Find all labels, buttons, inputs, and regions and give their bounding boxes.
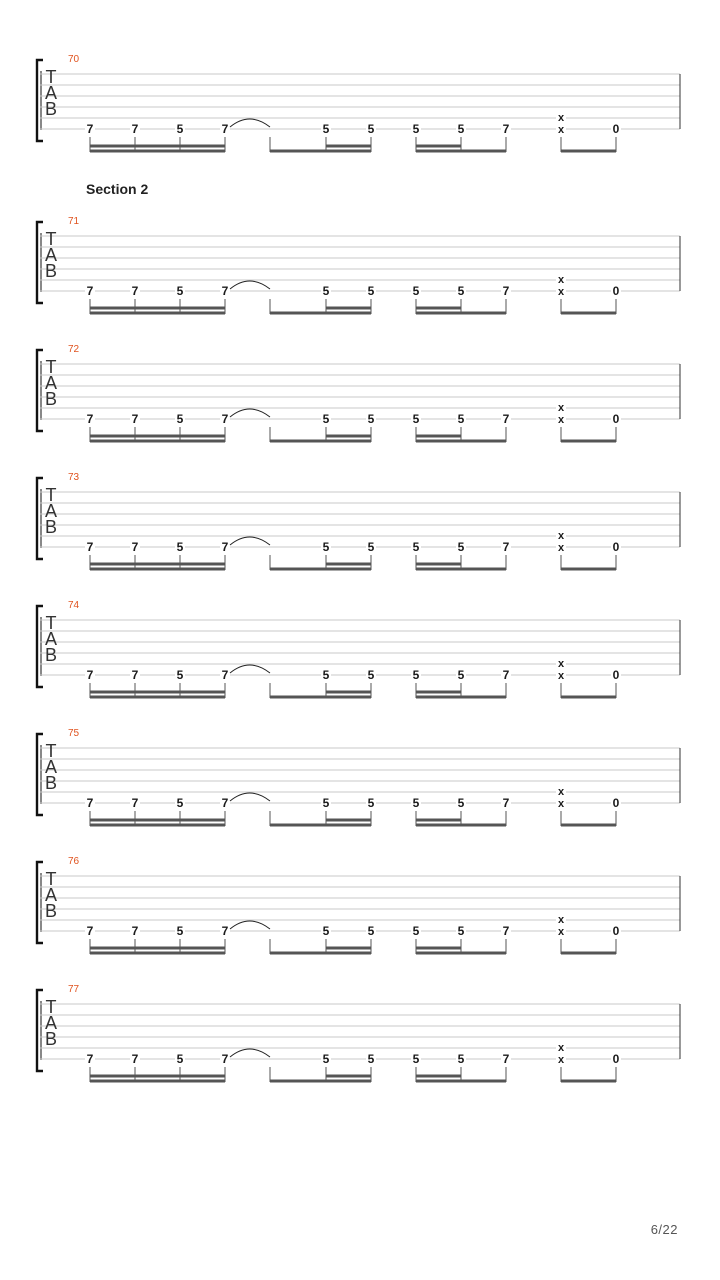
beam (326, 145, 371, 148)
fret-number: x (557, 1054, 565, 1066)
fret-number: 7 (131, 924, 139, 938)
tab-system (37, 600, 680, 699)
fret-number: 7 (86, 668, 94, 682)
fret-number: 5 (176, 412, 184, 426)
beam (90, 696, 225, 699)
beam (416, 563, 461, 566)
fret-number: 0 (612, 1052, 620, 1066)
fret-number: 5 (457, 1052, 465, 1066)
dead-note: x (557, 530, 565, 542)
beam (561, 824, 616, 827)
fret-number: 5 (176, 122, 184, 136)
tab-clef-letter: A (44, 629, 58, 649)
fret-number: 7 (221, 796, 229, 810)
beam (416, 824, 506, 827)
fret-number: 5 (412, 1052, 420, 1066)
fret-number: 5 (412, 412, 420, 426)
bar-number: 71 (68, 216, 80, 227)
fret-number: 7 (502, 540, 510, 554)
bar-number: 72 (68, 344, 80, 355)
fret-number: 0 (612, 924, 620, 938)
tab-clef-letter: A (44, 885, 58, 905)
tab-system (37, 856, 680, 955)
fret-number: 5 (322, 668, 330, 682)
fret-number: 5 (176, 540, 184, 554)
tab-clef-letter: T (45, 869, 57, 889)
fret-number: 0 (612, 668, 620, 682)
fret-number: 7 (502, 412, 510, 426)
beam (416, 150, 506, 153)
fret-number: 5 (176, 796, 184, 810)
fret-number: 5 (322, 796, 330, 810)
fret-number: 7 (502, 924, 510, 938)
beam (90, 952, 225, 955)
beam (416, 947, 461, 950)
beam (416, 440, 506, 443)
tab-clef-letter: A (44, 757, 58, 777)
fret-number: 7 (86, 924, 94, 938)
beam (270, 150, 371, 153)
fret-number: 5 (322, 924, 330, 938)
beam (90, 563, 225, 566)
beam (326, 435, 371, 438)
beam (561, 568, 616, 571)
fret-number: 7 (86, 412, 94, 426)
fret-number: 7 (86, 540, 94, 554)
tab-system (37, 728, 680, 827)
fret-number: 7 (131, 412, 139, 426)
fret-number: 5 (176, 668, 184, 682)
fret-number: 0 (612, 412, 620, 426)
beam (416, 435, 461, 438)
tab-clef-letter: A (44, 1013, 58, 1033)
beam (90, 145, 225, 148)
beam (90, 312, 225, 315)
fret-number: 0 (612, 284, 620, 298)
beam (90, 435, 225, 438)
fret-number: 7 (86, 1052, 94, 1066)
fret-number: x (557, 670, 565, 682)
tie-arc (230, 409, 270, 417)
tab-clef-letter: T (45, 485, 57, 505)
fret-number: 5 (412, 540, 420, 554)
fret-number: 7 (86, 796, 94, 810)
fret-number: 0 (612, 540, 620, 554)
tab-clef-letter: A (44, 83, 58, 103)
beam (416, 307, 461, 310)
fret-number: 5 (457, 122, 465, 136)
tab-clef-letter: B (44, 901, 58, 921)
fret-number: 7 (131, 796, 139, 810)
fret-number: 5 (412, 122, 420, 136)
beam (416, 1075, 461, 1078)
beam (90, 440, 225, 443)
fret-number: 5 (412, 796, 420, 810)
tab-clef-letter: B (44, 261, 58, 281)
bar-number: 76 (68, 856, 80, 867)
beam (416, 1080, 506, 1083)
beam (326, 1075, 371, 1078)
dead-note: x (557, 914, 565, 926)
tab-clef-letter: B (44, 99, 58, 119)
beam (90, 947, 225, 950)
tie-arc (230, 537, 270, 545)
beam (270, 696, 371, 699)
fret-number: 7 (221, 122, 229, 136)
tab-system (37, 344, 680, 443)
fret-number: 7 (86, 122, 94, 136)
bar-number: 73 (68, 472, 80, 483)
fret-number: 5 (367, 412, 375, 426)
beam (561, 1080, 616, 1083)
fret-number: x (557, 542, 565, 554)
beam (561, 150, 616, 153)
fret-number: 5 (367, 122, 375, 136)
tab-clef-letter: T (45, 613, 57, 633)
tab-clef-letter: T (45, 741, 57, 761)
bar-number: 77 (68, 984, 80, 995)
fret-number: 7 (221, 924, 229, 938)
dead-note: x (557, 402, 565, 414)
fret-number: 5 (412, 668, 420, 682)
fret-number: 5 (457, 668, 465, 682)
tab-clef-letter: B (44, 1029, 58, 1049)
fret-number: 5 (457, 284, 465, 298)
tab-clef-letter: A (44, 501, 58, 521)
beam (326, 563, 371, 566)
tab-clef-letter: B (44, 773, 58, 793)
fret-number: 5 (457, 540, 465, 554)
fret-number: 7 (221, 540, 229, 554)
fret-number: 5 (412, 284, 420, 298)
beam (90, 819, 225, 822)
beam (416, 952, 506, 955)
beam (416, 312, 506, 315)
tab-system (37, 984, 680, 1083)
fret-number: x (557, 286, 565, 298)
bar-number: 70 (68, 54, 80, 65)
beam (270, 952, 371, 955)
beam (90, 150, 225, 153)
tab-clef-letter: T (45, 67, 57, 87)
beam (270, 824, 371, 827)
fret-number: 5 (457, 924, 465, 938)
dead-note: x (557, 274, 565, 286)
tie-arc (230, 665, 270, 673)
tab-clef-letter: T (45, 357, 57, 377)
fret-number: 5 (176, 284, 184, 298)
fret-number: 7 (221, 284, 229, 298)
beam (326, 307, 371, 310)
beam (561, 952, 616, 955)
fret-number: 5 (322, 122, 330, 136)
fret-number: 7 (131, 284, 139, 298)
page-number: 6/22 (650, 1222, 678, 1237)
beam (90, 568, 225, 571)
dead-note: x (557, 658, 565, 670)
bar-number: 75 (68, 728, 80, 739)
tab-clef-letter: B (44, 645, 58, 665)
beam (326, 819, 371, 822)
tab-clef-letter: A (44, 373, 58, 393)
tie-arc (230, 921, 270, 929)
fret-number: x (557, 414, 565, 426)
fret-number: 7 (131, 122, 139, 136)
fret-number: x (557, 798, 565, 810)
tie-arc (230, 119, 270, 127)
fret-number: 7 (221, 668, 229, 682)
beam (416, 819, 461, 822)
beam (270, 312, 371, 315)
fret-number: 7 (131, 1052, 139, 1066)
fret-number: 5 (367, 540, 375, 554)
fret-number: 5 (367, 284, 375, 298)
fret-number: 5 (457, 796, 465, 810)
beam (90, 691, 225, 694)
tab-system (37, 54, 680, 153)
fret-number: 5 (367, 796, 375, 810)
fret-number: 5 (322, 284, 330, 298)
fret-number: 5 (412, 924, 420, 938)
tie-arc (230, 1049, 270, 1057)
fret-number: 7 (86, 284, 94, 298)
fret-number: 7 (502, 284, 510, 298)
fret-number: 7 (502, 122, 510, 136)
fret-number: 7 (502, 668, 510, 682)
fret-number: 5 (367, 924, 375, 938)
fret-number: 7 (502, 796, 510, 810)
fret-number: 7 (131, 540, 139, 554)
tab-clef-letter: B (44, 517, 58, 537)
fret-number: 5 (322, 540, 330, 554)
beam (90, 1080, 225, 1083)
tab-system (37, 216, 680, 315)
section-label: Section 2 (86, 181, 149, 197)
fret-number: 7 (131, 668, 139, 682)
beam (326, 691, 371, 694)
fret-number: 5 (176, 924, 184, 938)
beam (90, 307, 225, 310)
tie-arc (230, 281, 270, 289)
beam (416, 696, 506, 699)
fret-number: 7 (221, 412, 229, 426)
fret-number: x (557, 926, 565, 938)
fret-number: 5 (457, 412, 465, 426)
dead-note: x (557, 786, 565, 798)
fret-number: 0 (612, 796, 620, 810)
tab-system (37, 472, 680, 571)
fret-number: 5 (322, 1052, 330, 1066)
fret-number: 5 (367, 1052, 375, 1066)
bar-number: 74 (68, 600, 80, 611)
dead-note: x (557, 1042, 565, 1054)
fret-number: 5 (322, 412, 330, 426)
beam (90, 1075, 225, 1078)
beam (326, 947, 371, 950)
beam (416, 145, 461, 148)
fret-number: 7 (221, 1052, 229, 1066)
tab-clef-letter: T (45, 997, 57, 1017)
tab-clef-letter: T (45, 229, 57, 249)
beam (270, 568, 371, 571)
beam (561, 312, 616, 315)
tab-clef-letter: A (44, 245, 58, 265)
beam (90, 824, 225, 827)
beam (270, 440, 371, 443)
beam (270, 1080, 371, 1083)
beam (416, 568, 506, 571)
beam (561, 696, 616, 699)
beam (561, 440, 616, 443)
fret-number: 5 (176, 1052, 184, 1066)
tie-arc (230, 793, 270, 801)
fret-number: 0 (612, 122, 620, 136)
fret-number: x (557, 124, 565, 136)
tab-clef-letter: B (44, 389, 58, 409)
beam (416, 691, 461, 694)
fret-number: 7 (502, 1052, 510, 1066)
dead-note: x (557, 112, 565, 124)
fret-number: 5 (367, 668, 375, 682)
